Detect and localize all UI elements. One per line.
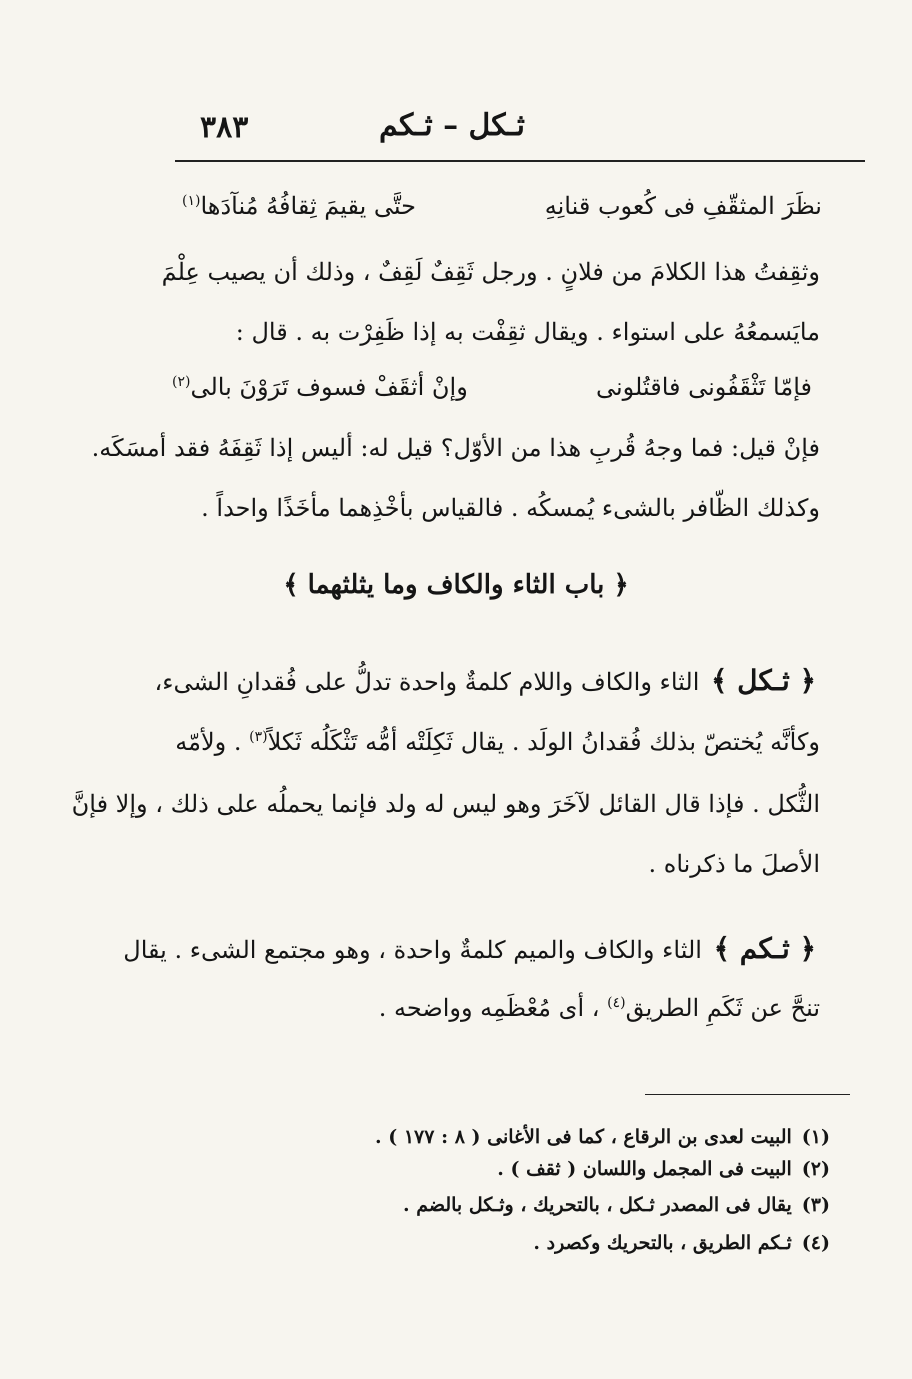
footnote-3 [403,1194,830,1216]
footnote-4-text: ثـكم الطريق ، بالتحريك وكصرد . [533,1232,792,1254]
entry-thakal-text-1: الثاء والكاف واللام كلمةٌ واحدة تدلُّ على فُقدانِ الشىء، [154,668,700,696]
entry-thakal-line-4: الأصلَ ما ذكرناه . [648,850,820,878]
header-divider [175,160,865,162]
footnote-1 [375,1126,830,1148]
entry-thakam-line-2: تنحَّ عن ثَكَمِ الطريق$^{(٤)}$ ، أى مُعْظَمِه وواضحه . [378,994,820,1022]
running-header-title: ثـكل – ثـكم [379,108,525,143]
verse-1-part-1: نظَرَ المثقّفِ فى كُعوب قنانِهِ [544,192,822,220]
verse-2-part-2: وإنْ أثقَفْ فسوف تَرَوْنَ بالى$^{(٢)}$ [172,373,468,401]
entry-thakam-line-1 [123,932,820,965]
verse-2 [172,373,812,401]
footnote-1-text: البيت لعدى بن الرقاع ، كما فى الأغانى ( ٨ : ١٧٧ ) . [374,1126,792,1148]
footnote-ref-2[interactable]: (٢) [172,374,191,390]
verse-2-part-1: فإمّا تَثْقَفُونى فاقتُلونى [595,373,812,401]
body-line-2: وثقِفتُ هذا الكلامَ من فلانٍ . ورجل ثَقِفٌ لَقِفٌ ، وذلك أن يصيب عِلْمَ [161,258,820,286]
entry-thakal-line-1 [154,664,820,697]
body-line-5: فإنْ قيل: فما وجهُ قُربِ هذا من الأوّل؟ قيل له: أليس إذا ثَقِفَهُ فقد أمسَكَه. [91,434,820,462]
footnote-4-number: (٤) [801,1232,830,1254]
footnote-3-number: (٣) [801,1194,830,1216]
footnote-2 [497,1158,830,1180]
verse-1 [182,192,822,220]
footnote-divider [645,1094,850,1095]
footnote-ref-3[interactable]: (٣) [249,729,268,745]
entry-headword-thakal: ﴿ ثـكل ﴾ [711,664,816,697]
footnote-ref-4[interactable]: (٤) [607,995,626,1011]
footnote-3-text: يقال فى المصدر ثـكل ، بالتحريك ، وثـكل بالضم . [402,1194,792,1216]
body-line-3: مايَسمعُهُ على استواء . ويقال ثقِفْت به إذا ظَفِرْت به . قال : [235,318,820,346]
entry-thakal-line-2: وكأنَّه يُختصّ بذلك فُقدانُ الولَد . يقال ثَكِلَتْه أمُّه تَثْكَلُه ثَكلاً$^{(٣)}$ . ولأمّه [175,728,820,756]
entry-headword-thakam: ﴿ ثـكم ﴾ [713,932,816,965]
verse-1-part-2: حتَّى يقيمَ ثِقافُهُ مُنآدَها$^{(١)}$ [182,192,417,220]
footnote-1-number: (١) [801,1126,830,1148]
footnote-4 [533,1232,830,1254]
body-line-6: وكذلك الظّافر بالشىء يُمسكُه . فالقياس بأخْذِهما مأخَذًا واحداً . [201,494,820,522]
footnote-2-text: البيت فى المجمل واللسان ( ثقف ) . [497,1158,792,1180]
entry-thakal-line-3: الثُّكل . فإذا قال القائل لآخَرَ وهو ليس له ولد فإنما يحملُه على ذلك ، وإلا فإنَّ [71,790,820,818]
footnote-2-number: (٢) [801,1158,830,1180]
entry-thakam-text-1: الثاء والكاف والميم كلمةٌ واحدة ، وهو مجتمع الشىء . يقال [123,936,702,964]
footnote-ref-1[interactable]: (١) [182,193,201,209]
chapter-heading: ﴿ باب الثاء والكاف وما يثلثهما ﴾ [283,570,629,600]
page-number: ٣٨٣ [200,110,249,145]
